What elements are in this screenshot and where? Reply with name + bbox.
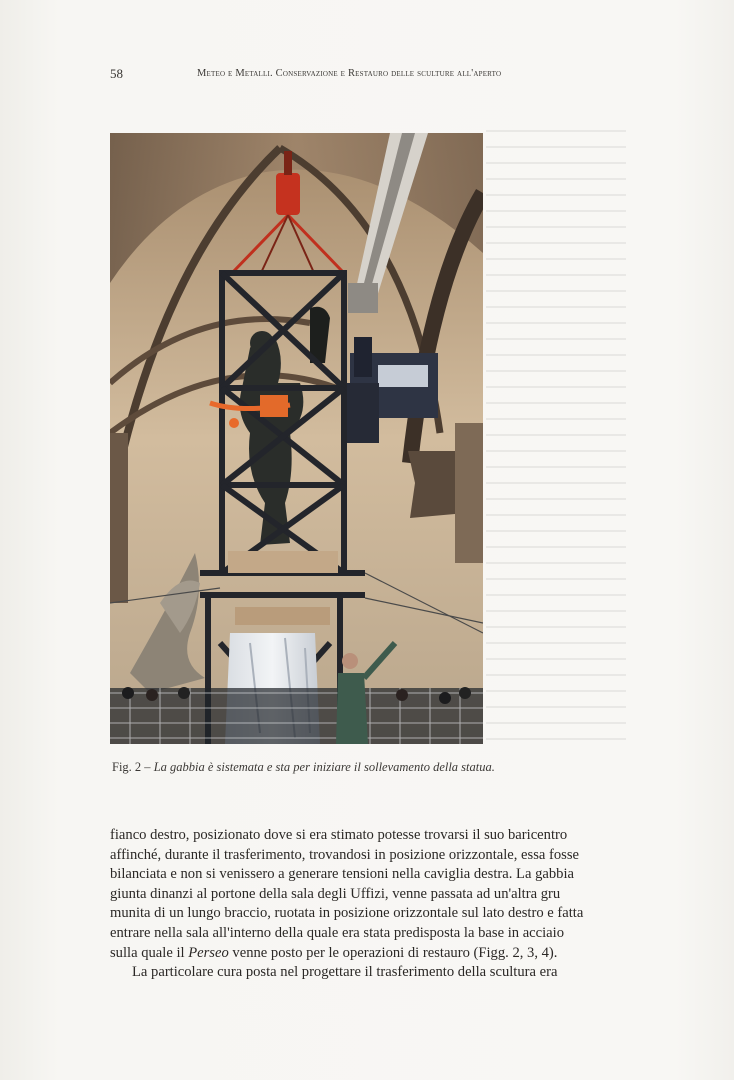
page-number: 58 [110, 66, 123, 81]
body-line: entrare nella sala all'interno della quale era stata predisposta la base in acciaio [110, 924, 565, 941]
body-text-fragment: venne posto per le operazioni di restauro (Figg. 2, 3, 4). [228, 944, 558, 961]
running-head: Meteo e Metalli. Conservazione e Restauro delle sculture all'aperto [197, 68, 502, 79]
body-line-with-title [110, 944, 655, 964]
statue-title: Perseo [188, 944, 229, 961]
show-through-text [486, 130, 626, 750]
body-line: fianco destro, posizionato dove si era stimato potesse trovarsi il suo baricentro [110, 827, 568, 843]
body-text-fragment: sulla quale il [110, 944, 189, 961]
statue-lifting-photo [110, 133, 483, 744]
figure-photo [110, 133, 483, 744]
page-header [110, 66, 630, 86]
caption-label: Fig. 2 – [112, 760, 154, 774]
caption-text: La gabbia è sistemata e sta per iniziare il sollevamento della statua. [153, 760, 495, 774]
body-line: munita di un lungo braccio, ruotata in posizione orizzontale sul lato destro e fatta [110, 905, 584, 922]
body-line: bilanciata e non si venissero a generare tensioni nella caviglia destra. La gabbia [110, 866, 574, 883]
body-line: affinché, durante il trasferimento, trovandosi in posizione orizzontale, essa fosse [110, 846, 580, 863]
figure-caption [112, 760, 632, 775]
body-line: giunta dinanzi al portone della sala degli Uffizi, venne passata ad un'altra gru [110, 885, 561, 902]
body-line: La particolare cura posta nel progettare il trasferimento della scultura era [132, 964, 558, 981]
body-paragraph [110, 826, 655, 983]
